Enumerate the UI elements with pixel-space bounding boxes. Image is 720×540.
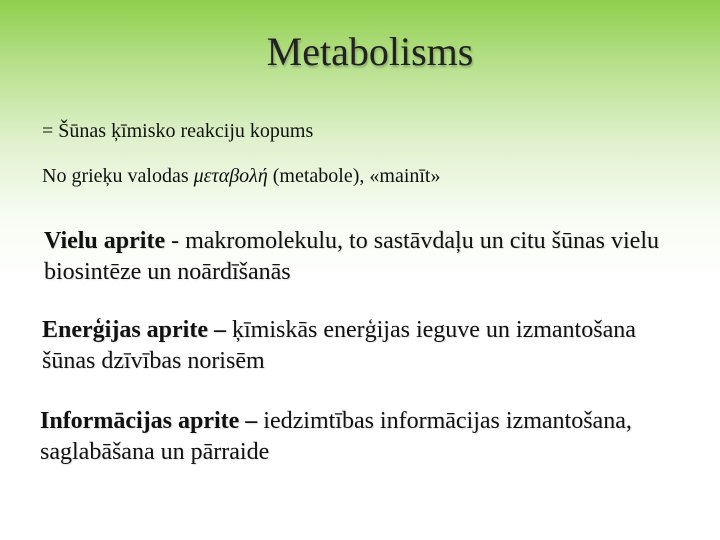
etymology-suffix: (metabole), «mainīt» [267,165,441,187]
paragraph-text: - makromolekulu, to sastāvdaļu un citu šūnas vielu biosintēze un noārdīšanās [44,228,660,285]
energy-turnover-paragraph [42,315,692,377]
paragraph-text: ķīmiskās enerģijas ieguve un izmantošana šūnas dzīvības norisēm [42,317,636,374]
etymology-prefix: No grieķu valodas [42,165,194,187]
paragraph-term: Informācijas aprite – [40,408,264,434]
paragraph-text: iedzimtības informācijas izmantošana, saglabāšana un pārraide [40,408,632,465]
paragraph-term: Vielu aprite [44,228,166,254]
paragraph-term: Enerģijas aprite – [42,317,232,343]
definition-line: = Šūnas ķīmisko reakciju kopums [42,120,314,142]
etymology-greek-word: μεταβολή [193,165,268,187]
substance-turnover-paragraph [44,226,694,288]
etymology-line [42,165,441,188]
slide-title: Metabolisms [266,29,474,74]
information-turnover-paragraph [40,406,690,468]
